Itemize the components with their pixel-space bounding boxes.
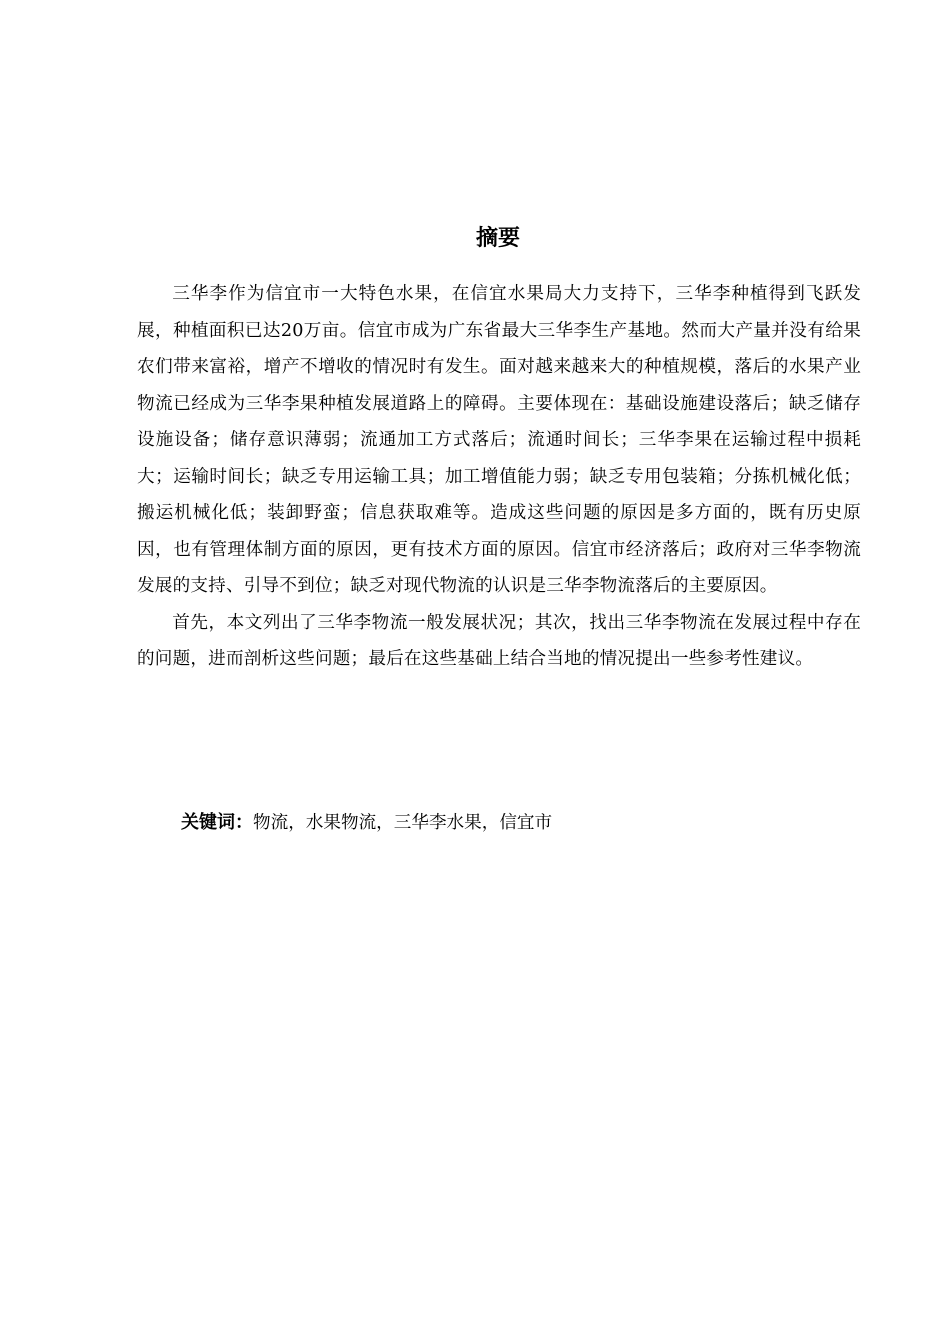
abstract-title: 摘要 — [475, 226, 520, 251]
keywords-label: 关键词： — [181, 812, 253, 833]
abstract-body — [137, 276, 861, 678]
abstract-paragraph-1: 三华李作为信宜市一大特色水果，在信宜水果局大力支持下，三华李种植得到飞跃发展，种植面积已达20万亩。信宜市成为广东省最大三华李生产基地。然而大产量并没有给果农们带来富裕，增产不增收的情况时有发生。面对越来越来大的种植规模，落后的水果产业物流已经成为三华李果种植发展道路上的障碍。主要体现在：基础设施建设落后；缺乏储存设施设备；储存意识薄弱；流通加工方式落后；流通时间长；三华李果在运输过程中损耗大；运输时间长；缺乏专用运输工具；加工增值能力弱；缺乏专用包装箱；分拣机械化低；搬运机械化低；装卸野蛮；信息获取难等。造成这些问题的原因是多方面的，既有历史原因，也有管理体制方面的原因，更有技术方面的原因。信宜市经济落后；政府对三华李物流发展的支持、引导不到位；缺乏对现代物流的认识是三华李物流落后的主要原因。 — [137, 284, 861, 596]
keywords-line — [181, 806, 552, 840]
keywords-value: 物流，水果物流，三华李水果，信宜市 — [253, 813, 553, 833]
abstract-paragraph-2: 首先，本文列出了三华李物流一般发展状况；其次，找出三华李物流在发展过程中存在的问题，进而剖析这些问题；最后在这些基础上结合当地的情况提出一些参考性建议。 — [137, 612, 861, 669]
